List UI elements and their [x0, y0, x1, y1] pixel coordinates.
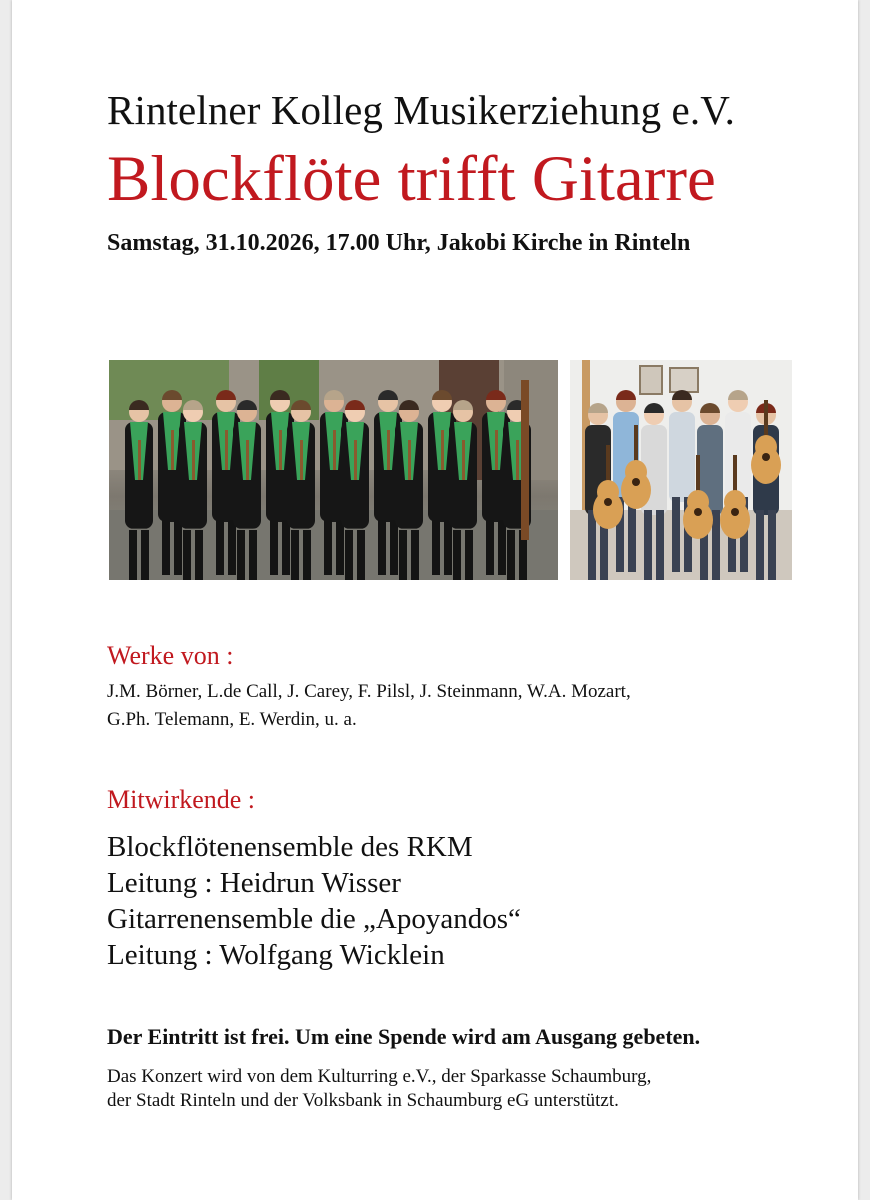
performers-heading: Mitwirkende :	[107, 785, 256, 814]
sponsors-line: der Stadt Rinteln und der Volksbank in Schaumburg eG unterstützt.	[107, 1090, 619, 1111]
poster-page	[12, 0, 858, 1200]
composers-line: J.M. Börner, L.de Call, J. Carey, F. Pilsl, J. Steinmann, W.A. Mozart,	[107, 681, 631, 702]
guitar-ensemble-photo	[570, 360, 792, 580]
sponsors-line: Das Konzert wird von dem Kulturring e.V., der Sparkasse Schaumburg,	[107, 1066, 652, 1087]
performer-line: Gitarrenensemble die „Apoyandos“	[107, 903, 521, 935]
composers-line: G.Ph. Telemann, E. Werdin, u. a.	[107, 709, 357, 730]
works-composers	[107, 678, 807, 734]
performer-line: Leitung : Wolfgang Wicklein	[107, 939, 445, 971]
recorder-ensemble-photo	[109, 360, 558, 580]
organizer-name: Rintelner Kolleg Musikerziehung e.V.	[107, 87, 735, 133]
performer-line: Blockflötenensemble des RKM	[107, 831, 473, 863]
bass-recorder	[521, 380, 529, 540]
sponsors-note	[107, 1065, 651, 1113]
concert-title: Blockflöte trifft Gitarre	[107, 143, 716, 215]
admission-note: Der Eintritt ist frei. Um eine Spende wird am Ausgang gebeten.	[107, 1024, 701, 1049]
works-heading: Werke von :	[107, 641, 234, 670]
performer-line: Leitung : Heidrun Wisser	[107, 867, 401, 899]
date-time-venue: Samstag, 31.10.2026, 17.00 Uhr, Jakobi Kirche in Rinteln	[107, 230, 691, 256]
performers-list	[107, 829, 521, 973]
